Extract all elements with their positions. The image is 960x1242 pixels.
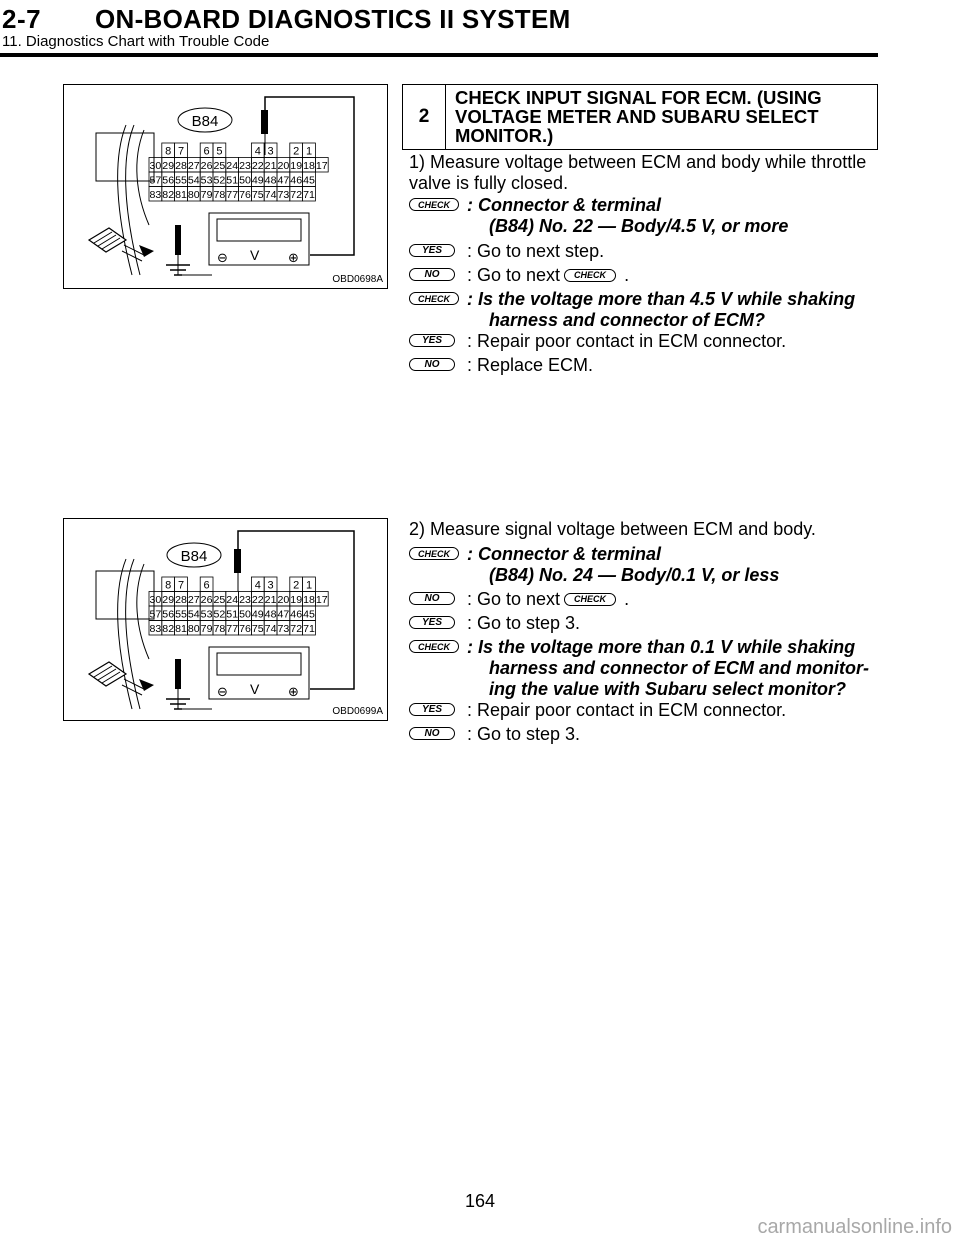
terminal-number: 6 xyxy=(203,145,210,158)
no-badge: NO xyxy=(409,268,455,281)
terminal-number: 56 xyxy=(162,175,175,187)
page-number: 164 xyxy=(464,1191,496,1211)
terminal-grid-1 xyxy=(149,143,328,201)
terminal-number: 72 xyxy=(290,624,303,635)
terminal-number: 55 xyxy=(175,175,188,187)
terminal-number: 22 xyxy=(251,161,265,172)
part2-yes1-text: : Go to step 3. xyxy=(467,613,581,633)
terminal-number: 78 xyxy=(213,624,226,635)
terminal-number: 4 xyxy=(254,579,261,592)
terminal-number: 73 xyxy=(277,190,290,201)
part1-yes2-text: : Repair poor contact in ECM connector. xyxy=(467,331,787,351)
part2-check2-line1: : Is the voltage more than 0.1 V while shaking xyxy=(467,637,856,657)
terminal-number: 1 xyxy=(305,579,313,592)
part1-yes2 xyxy=(409,331,879,355)
part2-check1-line2: (B84) No. 24 — Body/0.1 V, or less xyxy=(489,565,780,585)
terminal-number: 56 xyxy=(162,609,175,621)
part2-no1-prefix: : Go to next xyxy=(467,589,561,609)
part1-check1-line1: : Connector & terminal xyxy=(467,195,662,215)
header-rule xyxy=(0,53,878,57)
terminal-number: 53 xyxy=(200,609,213,621)
terminal-number: 48 xyxy=(264,609,277,621)
part2-check1-line1: : Connector & terminal xyxy=(467,544,662,564)
part1-check2-line2: harness and connector of ECM? xyxy=(489,310,766,330)
part2-check2-line3: ing the value with Subaru select monitor? xyxy=(489,679,847,699)
terminal-number: 26 xyxy=(200,595,213,606)
terminal-number: 3 xyxy=(267,579,274,592)
terminal-number: 50 xyxy=(239,175,252,187)
meter-minus-1: ⊖ xyxy=(217,251,228,266)
part2-yes2-text: : Repair poor contact in ECM connector. xyxy=(467,700,787,720)
terminal-number: 6 xyxy=(203,579,210,592)
part2-no2-text: : Go to step 3. xyxy=(467,724,581,744)
part2-check2-line2: harness and connector of ECM and monitor- xyxy=(489,658,870,678)
terminal-number: 79 xyxy=(200,190,213,201)
part1-no2-text: : Replace ECM. xyxy=(467,355,594,375)
terminal-number: 50 xyxy=(239,609,252,621)
terminal-number: 23 xyxy=(239,161,252,172)
terminal-number: 49 xyxy=(251,609,265,621)
part1-check2 xyxy=(409,289,879,330)
part2-no1-suffix: . xyxy=(624,589,630,609)
terminal-number: 21 xyxy=(264,595,277,606)
terminal-number: 49 xyxy=(251,175,265,187)
terminal-number: 21 xyxy=(264,161,277,172)
terminal-number: 25 xyxy=(213,161,226,172)
part2-yes2 xyxy=(409,700,879,724)
check-badge: CHECK xyxy=(409,292,459,305)
terminal-number: 57 xyxy=(149,175,162,187)
terminal-number: 18 xyxy=(303,161,316,172)
part1-yes1-text: : Go to next step. xyxy=(467,241,605,261)
terminal-number: 75 xyxy=(251,624,265,635)
page-header xyxy=(0,0,960,58)
check-badge: CHECK xyxy=(409,547,459,560)
part2-check2 xyxy=(409,637,879,699)
terminal-number: 24 xyxy=(226,161,239,172)
meter-plus-2: ⊕ xyxy=(288,685,299,700)
terminal-number: 80 xyxy=(187,624,201,635)
check-badge-inline: CHECK xyxy=(564,593,616,606)
terminal-number: 4 xyxy=(254,145,261,158)
yes-badge: YES xyxy=(409,334,455,347)
part1-yes1 xyxy=(409,241,879,265)
terminal-number: 25 xyxy=(213,595,226,606)
terminal-number: 26 xyxy=(200,161,213,172)
connector-diagram-1-svg xyxy=(64,85,387,288)
terminal-number: 77 xyxy=(226,190,239,201)
terminal-number: 1 xyxy=(305,145,313,158)
terminal-number: 78 xyxy=(213,190,226,201)
terminal-number: 7 xyxy=(177,145,185,158)
terminal-number: 54 xyxy=(187,175,201,187)
connector-diagram-figure-2 xyxy=(63,518,388,721)
part1-check2-line1: : Is the voltage more than 4.5 V while shaking xyxy=(467,289,856,309)
terminal-number: 27 xyxy=(187,595,201,606)
terminal-number: 2 xyxy=(293,579,300,592)
no-badge: NO xyxy=(409,727,455,740)
part1-no1-prefix: : Go to next xyxy=(467,265,561,285)
terminal-number: 74 xyxy=(264,624,277,635)
terminal-number: 80 xyxy=(187,190,201,201)
section-subtitle: 11. Diagnostics Chart with Trouble Code xyxy=(2,33,270,50)
terminal-number: 17 xyxy=(315,161,329,172)
terminal-number: 23 xyxy=(239,595,252,606)
part1-no2 xyxy=(409,355,879,379)
terminal-number: 20 xyxy=(277,161,290,172)
terminal-number: 45 xyxy=(303,175,316,187)
meter-minus-2: ⊖ xyxy=(217,685,228,700)
terminal-number: 29 xyxy=(162,161,175,172)
connector-diagram-figure-1 xyxy=(63,84,388,289)
yes-badge: YES xyxy=(409,703,455,716)
terminal-number: 3 xyxy=(267,145,274,158)
part2-no2 xyxy=(409,724,879,748)
terminal-number: 52 xyxy=(213,175,226,187)
terminal-number: 55 xyxy=(175,609,188,621)
terminal-number: 27 xyxy=(187,161,201,172)
no-badge: NO xyxy=(409,592,455,605)
terminal-number: 19 xyxy=(290,161,303,172)
terminal-number: 51 xyxy=(226,609,239,621)
terminal-number: 5 xyxy=(216,145,223,158)
terminal-number: 24 xyxy=(226,595,239,606)
terminal-number: 28 xyxy=(175,161,188,172)
part2-yes1 xyxy=(409,613,879,637)
terminal-number: 77 xyxy=(226,624,239,635)
connector-diagram-2-svg xyxy=(64,519,387,720)
check-badge: CHECK xyxy=(409,198,459,211)
terminal-number: 20 xyxy=(277,595,290,606)
terminal-number: 17 xyxy=(315,595,329,606)
terminal-number: 72 xyxy=(290,190,303,201)
terminal-grid-2 xyxy=(149,577,328,635)
terminal-number: 83 xyxy=(149,624,162,635)
yes-badge: YES xyxy=(409,616,455,629)
terminal-number: 57 xyxy=(149,609,162,621)
terminal-number: 51 xyxy=(226,175,239,187)
terminal-number: 81 xyxy=(175,190,188,201)
figure-code-1: OBD0698A xyxy=(332,274,383,285)
terminal-number: 82 xyxy=(162,624,175,635)
step-number: 2 xyxy=(403,85,446,149)
terminal-number: 28 xyxy=(175,595,188,606)
part2-intro: 2) Measure signal voltage between ECM and body. xyxy=(409,519,816,539)
terminal-number: 19 xyxy=(290,595,303,606)
terminal-number: 73 xyxy=(277,624,290,635)
part1-check1 xyxy=(409,195,879,236)
terminal-number: 2 xyxy=(293,145,300,158)
terminal-number: 30 xyxy=(149,595,162,606)
terminal-number: 46 xyxy=(290,175,303,187)
terminal-number: 71 xyxy=(303,624,316,635)
part1-no1 xyxy=(409,265,879,289)
part1-check1-line2: (B84) No. 22 — Body/4.5 V, or more xyxy=(489,216,789,236)
terminal-number: 79 xyxy=(200,624,213,635)
meter-v-1: V xyxy=(250,247,260,263)
terminal-number: 22 xyxy=(251,595,265,606)
step-title: CHECK INPUT SIGNAL FOR ECM. (USING VOLTAGE METER AND SUBARU SELECT MONITOR.) xyxy=(455,87,822,146)
terminal-number: 76 xyxy=(239,624,252,635)
terminal-number: 82 xyxy=(162,190,175,201)
section-number: 2-7 xyxy=(2,4,42,34)
part2-no1 xyxy=(409,589,879,613)
terminal-number: 81 xyxy=(175,624,188,635)
meter-plus-1: ⊕ xyxy=(288,251,299,266)
terminal-number: 30 xyxy=(149,161,162,172)
terminal-number: 83 xyxy=(149,190,162,201)
terminal-number: 46 xyxy=(290,609,303,621)
terminal-number: 54 xyxy=(187,609,201,621)
terminal-number: 48 xyxy=(264,175,277,187)
part2-check1 xyxy=(409,544,879,585)
terminal-number: 53 xyxy=(200,175,213,187)
section-title: ON-BOARD DIAGNOSTICS II SYSTEM xyxy=(95,4,571,34)
terminal-number: 8 xyxy=(165,145,172,158)
terminal-number: 76 xyxy=(239,190,252,201)
terminal-number: 75 xyxy=(251,190,265,201)
no-badge: NO xyxy=(409,358,455,371)
step-box xyxy=(402,84,878,150)
terminal-number: 52 xyxy=(213,609,226,621)
terminal-number: 47 xyxy=(277,609,290,621)
check-badge-inline: CHECK xyxy=(564,269,616,282)
part1-no1-suffix: . xyxy=(624,265,630,285)
terminal-number: 74 xyxy=(264,190,277,201)
connector-label-2: B84 xyxy=(180,548,208,565)
terminal-number: 8 xyxy=(165,579,172,592)
watermark: carmanualsonline.info xyxy=(757,1216,952,1238)
part1-intro: 1) Measure voltage between ECM and body while throttle valve is fully closed. xyxy=(409,152,867,193)
connector-label-1: B84 xyxy=(191,113,219,130)
meter-v-2: V xyxy=(250,681,260,697)
check-badge: CHECK xyxy=(409,640,459,653)
terminal-number: 71 xyxy=(303,190,316,201)
figure-code-2: OBD0699A xyxy=(332,706,383,717)
terminal-number: 45 xyxy=(303,609,316,621)
yes-badge: YES xyxy=(409,244,455,257)
terminal-number: 47 xyxy=(277,175,290,187)
terminal-number: 7 xyxy=(177,579,185,592)
terminal-number: 29 xyxy=(162,595,175,606)
terminal-number: 18 xyxy=(303,595,316,606)
